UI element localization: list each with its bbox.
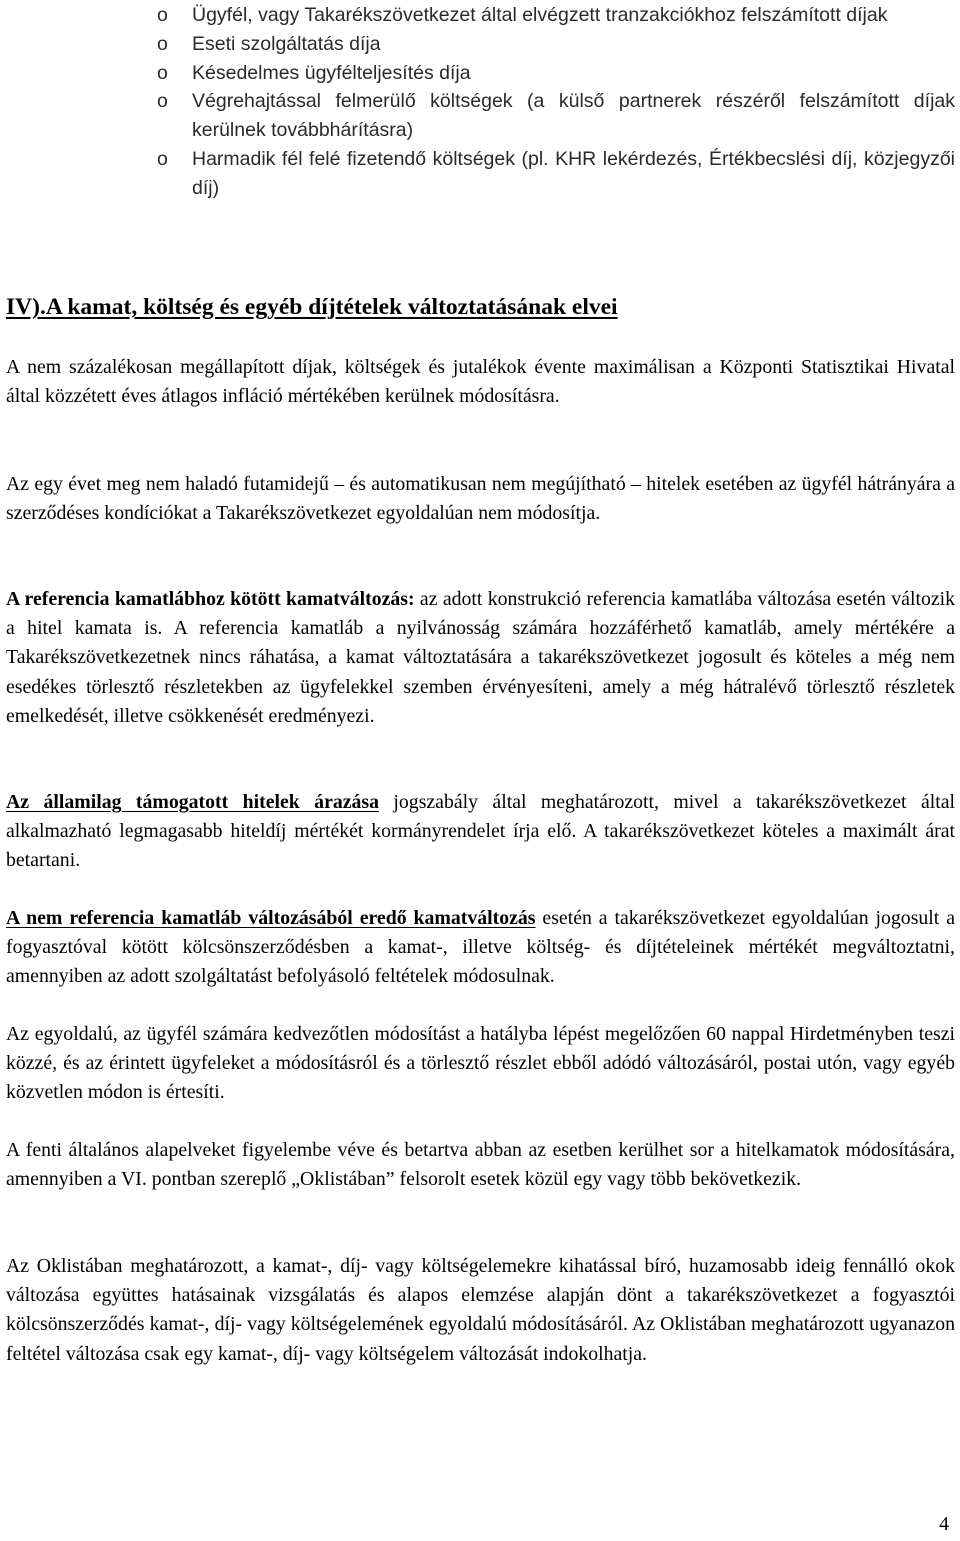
paragraph-body: jogszabály által meghatározott, mivel a takarékszövetkezet által alkalmazható legmagasabb hiteldíj mértékét kormányrendelet írja elő. A takarékszövetkezet köteles a maximált árat betartani. (6, 791, 955, 872)
list-item-text: Ügyfél, vagy Takarékszövetkezet által elvégzett tranzakciókhoz felszámított díjak (192, 4, 888, 26)
list-item-text: Késedelmes ügyfélteljesítés díja (192, 61, 471, 84)
paragraph-state-subsidized (6, 788, 955, 876)
list-item (6, 30, 955, 59)
paragraph-non-reference-rate (6, 904, 955, 992)
section-heading: IV).A kamat, költség és egyéb díjtételek változtatásának elvei (6, 294, 618, 320)
bullet-marker: o (157, 90, 168, 113)
paragraph-body: esetén a takarékszövetkezet egyoldalúan jogosult a fogyasztóval kötött kölcsönszerződésben a kamat-, illetve költség- és díjtételeinek mértékét megváltoztatni, amennyiben az adott szolgáltatást befolyásoló feltételek módosulnak. (6, 907, 955, 988)
paragraph-unilateral-change: Az egyoldalú, az ügyfél számára kedvezőtlen módosítást a hatályba lépést megelőzően 60 nappal Hirdetményben teszi közzé, és az érintett ügyfeleket a módosításról és a törlesztő részlet ebből adódó változásáról, postai utón, vagy egyéb közvetlen módon is értesíti. (6, 1023, 955, 1104)
list-item (6, 87, 955, 145)
paragraph-body: az adott konstrukció referencia kamatlába változása esetén változik a hitel kamata is. A referencia kamatláb a nyilvánosság számára hozzáférhető kamatláb, amely mértékére a Takarékszövetkezetnek nincs ráhatása, a kamat változtatására a takarékszövetkezet jogosult és köteles a még nem esedékes törlesztő részletekben az ügyfelekkel szemben érvényesíteni, amely a még hátralévő törlesztő részletek emelkedését, illetve csökkenését eredményezi. (6, 588, 955, 727)
list-item-text: Harmadik fél felé fizetendő költségek (pl. KHR lekérdezés, Értékbecslési díj, közjegyzői díj) (192, 147, 955, 199)
fee-list (6, 1, 955, 203)
bullet-marker: o (157, 147, 168, 170)
bullet-marker: o (157, 4, 168, 26)
list-item-text: Végrehajtással felmerülő költségek (a külső partnerek részéről felszámított díjak kerülnek továbbhárításra) (192, 90, 955, 142)
paragraph-inflation: A nem százalékosan megállapított díjak, költségek és jutalékok évente maximálisan a Központi Statisztikai Hivatal által közzétett éves átlagos infláció mértékében kerülnek módosításra. (6, 356, 955, 408)
paragraph-short-term-loans: Az egy évet meg nem haladó futamidejű – és automatikusan nem megújítható – hitelek esetében az ügyfél hátrányára a szerződéses kondíciókat a Takarékszövetkezet egyoldalúan nem módosítja. (6, 473, 955, 525)
paragraph-oklista-reference: A fenti általános alapelveket figyelembe véve és betartva abban az esetben kerülhet sor a hitelkamatok módosítására, amennyiben a VI. pontban szereplő „Oklistában” felsorolt esetek közül egy vagy több bekövetkezik. (6, 1139, 955, 1191)
list-item (6, 1, 955, 30)
paragraph-reference-rate (6, 585, 955, 731)
paragraph-lead: A nem referencia kamatláb változásából eredő kamatváltozás (6, 907, 536, 929)
bullet-marker: o (157, 61, 168, 84)
paragraph-lead: Az államilag támogatott hitelek árazása (6, 791, 379, 813)
bullet-marker: o (157, 32, 168, 55)
list-item (6, 145, 955, 203)
paragraph-oklista-rules: Az Oklistában meghatározott, a kamat-, díj- vagy költségelemekre kihatással bíró, huzamosabb ideig fennálló okok változása együttes hatásainak vizsgálatás és alapos elemzése alapján dönt a takarékszövetkezet a fogyasztói kölcsönszerződés kamat-, díj- vagy költségelemének egyoldalú módosításáról. Az Oklistában meghatározott ugyanazon feltétel változása csak egy kamat-, díj- vagy költségelem változását indokolhatja. (6, 1255, 955, 1365)
list-item (6, 59, 955, 88)
page-number: 4 (939, 1513, 949, 1535)
list-item-text: Eseti szolgáltatás díja (192, 32, 381, 55)
paragraph-lead: A referencia kamatlábhoz kötött kamatváltozás: (6, 588, 415, 610)
